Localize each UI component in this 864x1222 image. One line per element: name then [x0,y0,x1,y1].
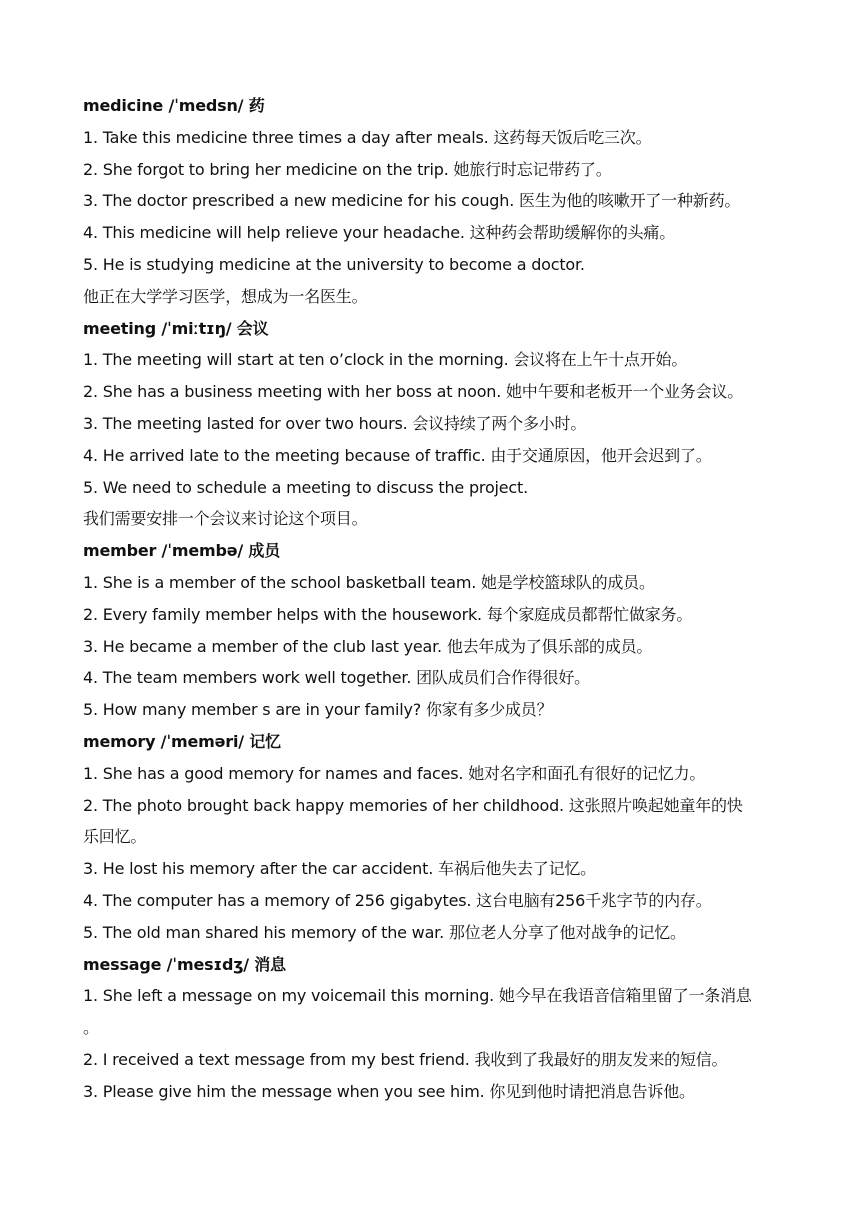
example-sentence: 4. The team members work well together. 团队成员们合作得很好。 [83,668,590,688]
entry-heading: meeting /ˈmiːtɪŋ/ 会议 [83,318,269,338]
example-sentence: 2. She forgot to bring her medicine on the trip. 她旅行时忘记带药了。 [83,159,612,179]
entry-memory [83,726,783,949]
example-sentence-continued: 乐回忆。 [83,827,147,847]
example-sentence: 2. I received a text message from my best friend. 我收到了我最好的朋友发来的短信。 [83,1049,728,1069]
example-sentence: 1. Take this medicine three times a day after meals. 这药每天饭后吃三次。 [83,127,652,147]
example-sentence: 5. The old man shared his memory of the war. 那位老人分享了他对战争的记忆。 [83,922,686,942]
example-sentence: 5. He is studying medicine at the university to become a doctor. [83,254,585,274]
entry-medicine [83,90,783,313]
example-sentence: 2. The photo brought back happy memories of her childhood. 这张照片唤起她童年的快 [83,795,743,815]
entry-meeting [83,313,783,536]
example-sentence: 4. The computer has a memory of 256 gigabytes. 这台电脑有256千兆字节的内存。 [83,890,712,910]
entry-member [83,535,783,726]
entry-heading: medicine /ˈmedsn/ 药 [83,96,265,115]
example-translation: 我们需要安排一个会议来讨论这个项目。 [83,509,368,529]
example-sentence: 5. How many member s are in your family? 你家有多少成员？ [83,700,553,720]
example-sentence: 4. He arrived late to the meeting because of traffic. 由于交通原因，他开会迟到了。 [83,445,712,465]
vocabulary-page [83,90,783,1108]
entry-heading: member /ˈmembə/ 成员 [83,541,281,561]
example-sentence-continued: 。 [83,1018,99,1038]
example-sentence: 1. She has a good memory for names and faces. 她对名字和面孔有很好的记忆力。 [83,763,706,783]
entry-message [83,949,783,1108]
example-sentence: 5. We need to schedule a meeting to discuss the project. [83,477,528,497]
example-sentence: 2. Every family member helps with the housework. 每个家庭成员都帮忙做家务。 [83,604,693,624]
example-translation: 他正在大学学习医学，想成为一名医生。 [83,286,368,306]
example-sentence: 3. The meeting lasted for over two hours. 会议持续了两个多小时。 [83,413,587,433]
example-sentence: 3. He became a member of the club last year. 他去年成为了俱乐部的成员。 [83,636,653,656]
example-sentence: 2. She has a business meeting with her boss at noon. 她中午要和老板开一个业务会议。 [83,382,744,402]
entry-heading: memory /ˈmeməri/ 记忆 [83,731,281,751]
example-sentence: 3. He lost his memory after the car accident. 车祸后他失去了记忆。 [83,859,596,879]
example-sentence: 3. The doctor prescribed a new medicine for his cough. 医生为他的咳嗽开了一种新药。 [83,191,741,211]
example-sentence: 1. She left a message on my voicemail this morning. 她今早在我语音信箱里留了一条消息 [83,986,752,1006]
entry-heading: message /ˈmesɪdʒ/ 消息 [83,954,286,974]
example-sentence: 4. This medicine will help relieve your headache. 这种药会帮助缓解你的头痛。 [83,223,676,243]
example-sentence: 1. The meeting will start at ten o’clock in the morning. 会议将在上午十点开始。 [83,350,688,370]
example-sentence: 3. Please give him the message when you see him. 你见到他时请把消息告诉他。 [83,1081,695,1101]
example-sentence: 1. She is a member of the school basketball team. 她是学校篮球队的成员。 [83,572,655,592]
